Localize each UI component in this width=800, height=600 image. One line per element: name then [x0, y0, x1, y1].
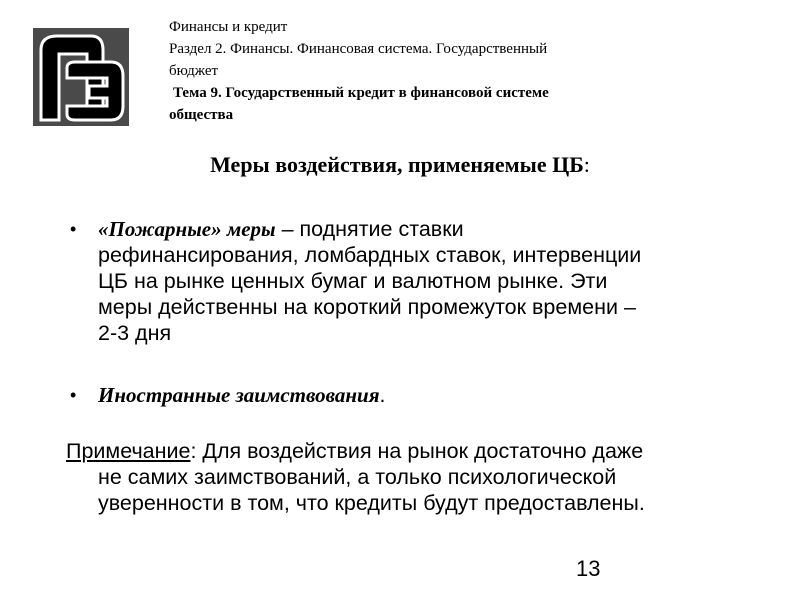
- bullet-dot-icon: •: [70, 219, 77, 239]
- note-text-line1: : Для воздействия на рынок достаточно даже: [190, 439, 644, 463]
- ps-logo-icon: [33, 28, 129, 126]
- bullet-text-line3: ЦБ на рынке ценных бумаг и валютном рынке. Эти: [98, 269, 608, 293]
- topic-title-line2: общества: [169, 107, 234, 123]
- note-text-line3: уверенности в том, что кредиты будут предоставлены.: [98, 491, 645, 515]
- bullet-item-foreign-borrowing: [70, 382, 750, 408]
- bullet-text-line5: 2-3 дня: [98, 321, 172, 345]
- bullet-term: Иностранные заимствования: [98, 383, 380, 407]
- note-block: [66, 438, 766, 516]
- bullet-term: «Пожарные» меры: [98, 217, 276, 241]
- section-title-line2: бюджет: [169, 63, 219, 79]
- slide-title-text: Меры воздействия, применяемые ЦБ: [210, 152, 584, 177]
- topic-title-line1: Тема 9. Государственный кредит в финансовой системе: [173, 85, 549, 101]
- slide-title: [0, 151, 800, 179]
- bullet-text-line2: рефинансирования, ломбардных ставок, интервенции: [98, 243, 642, 267]
- slide-header: [169, 16, 729, 126]
- bullet-item-fire-measures: [70, 216, 750, 346]
- bullet-dot-icon: •: [70, 385, 77, 405]
- note-label: Примечание: [66, 439, 191, 463]
- page-number: 13: [576, 556, 601, 581]
- bullet-text-line4: меры действенны на короткий промежуток времени –: [98, 295, 636, 319]
- bullet-list: [70, 216, 750, 408]
- course-title: Финансы и кредит: [169, 19, 288, 35]
- section-title-line1: Раздел 2. Финансы. Финансовая система. Государственный: [169, 41, 548, 57]
- note-text-line2: не самих заимствований, а только психологической: [98, 465, 617, 489]
- bullet-text-line1: – поднятие ставки: [275, 217, 464, 241]
- slide-title-colon: :: [583, 152, 590, 177]
- bullet-suffix: .: [379, 383, 386, 407]
